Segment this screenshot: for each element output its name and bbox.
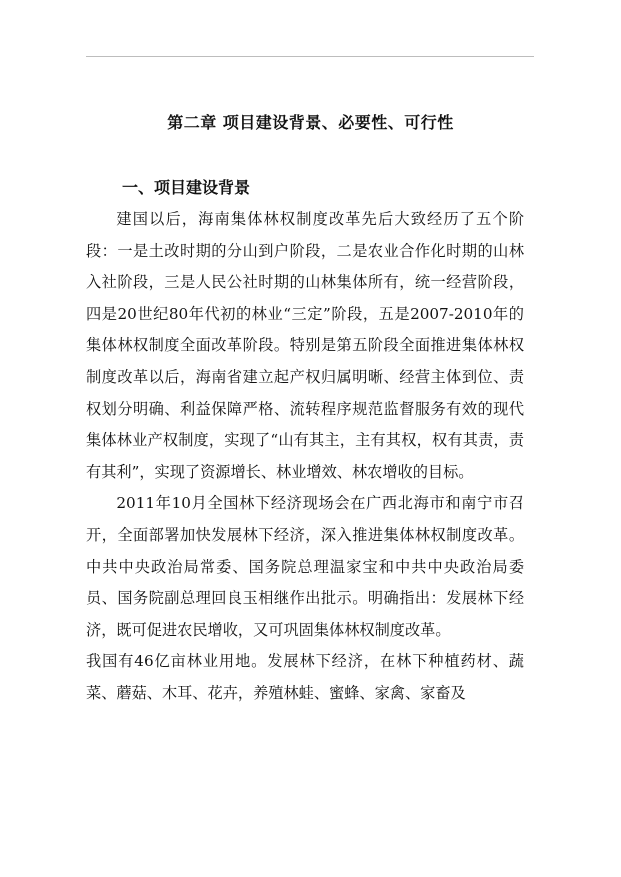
- paragraph: 我国有46亿亩林业用地。发展林下经济，在林下种植药材、蔬菜、蘑菇、木耳、花卉，养殖林蛙、蜜蜂、家禽、家畜及: [86, 652, 524, 702]
- section-heading: 一、项目建设背景: [122, 178, 251, 197]
- paragraph: 建国以后，海南集体林权制度改革先后大致经历了五个阶段：一是土改时期的分山到户阶段，二是农业合作化时期的山林入社阶段，三是人民公社时期的山林集体所有，统一经营阶段，四是20世纪80年代初的林业“三定”阶段，五是2007-2010年的集体林权制度全面改革阶段。特别是第五阶段全面推进集体林权制度改革以后，海南省建立起产权归属明晰、经营主体到位、责权划分明确、利益保障严格、流转程序规范监督服务有效的现代集体林业产权制度，实现了“山有其主，主有其权，权有其责，责有其利”，实现了资源增长、林业增效、林农增收的目标。: [86, 210, 524, 481]
- chapter-title: 第二章 项目建设背景、必要性、可行性: [167, 113, 454, 132]
- header-divider: [86, 56, 534, 57]
- body-text: [86, 204, 524, 710]
- paragraph: 2011年10月全国林下经济现场会在广西北海市和南宁市召开，全面部署加快发展林下经济，深入推进集体林权制度改革。中共中央政治局常委、国务院总理温家宝和中共中央政治局委员、国务院副总理回良玉相继作出批示。明确指出：发展林下经济，既可促进农民增收，又可巩固集体林权制度改革。: [86, 494, 524, 639]
